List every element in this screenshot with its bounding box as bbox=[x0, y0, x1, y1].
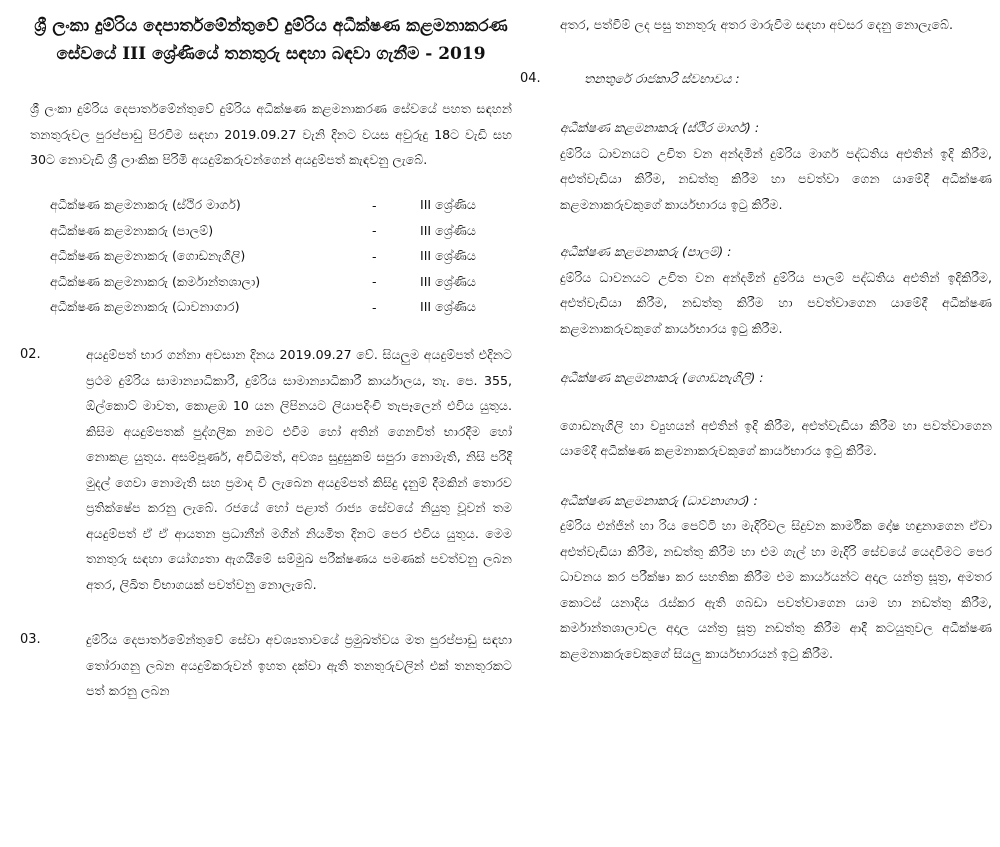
post-row bbox=[50, 193, 512, 219]
post-row bbox=[50, 218, 512, 244]
duty-bridges bbox=[560, 239, 992, 341]
post-dash: - bbox=[372, 197, 377, 213]
duty-buildings bbox=[560, 365, 992, 464]
post-name: අධීක්ෂණ කළමනාකරු (කර්මාන්තශාලා) bbox=[50, 273, 261, 289]
left-column bbox=[20, 0, 512, 704]
section-number: 04. bbox=[520, 70, 541, 86]
section-04-title: තනතුරේ රාජකාරි ස්වභාවය : bbox=[584, 70, 740, 86]
post-row bbox=[50, 244, 512, 270]
right-column bbox=[520, 0, 992, 666]
duty-text: දුම්රිය ධාවනයට උචිත වන අන්දමින් දුම්රිය මාර්ග පද්ධතිය අළුතින් ඉදි කිරීම, අළුත්වැඩියා කිරීම, නඩත්තු කිරීම හා පවත්වා ගෙන යාමේදී අධීක්ෂණ කළමනාකරුවකුගේ කාර්යභාරය ඉටු කිරීම. bbox=[560, 145, 992, 212]
post-grade: III ශ්‍රේණිය bbox=[420, 248, 476, 264]
section-03-continuation: අතර, පත්වීම් ලද පසු තනතුරු අතර මාරුවීම සඳහා අවසර දෙනු නොලැබේ. bbox=[560, 17, 953, 32]
post-grade: III ශ්‍රේණිය bbox=[420, 222, 476, 238]
section-02-text: අයදුම්පත් භාර ගන්නා අවසාන දිනය 2019.09.27 වේ. සියලුම අයදුම්පත් එදිනට ප්‍රථම දුම්රිය සාමාන්‍යාධිකාරී, දුම්රිය සාමාන්‍යාධිකාරී කාර්යාලය, තැ. පෙ. 355, ඕල්කොට් මාවත, කොළඹ 10 යන ලිපිනයට ලියාපදිංචි තැපෑලෙන් එවිය යුතුය. කිසිම අයදුම්පතක් පුද්ගලික නමට එවීම හෝ අතින් ගෙනවිත් භාරදීම හෝ නොකළ යුතුය. අසම්පූර්ණ, අවිධිමත්, අවශ්‍ය සුදුසුකම් සපුරා නොමැති, නිසි පරිදි මුදල් ගෙවා නොමැති සහ ප්‍රමාද වී ලැබෙන අයදුම්පත් කිසිදු දැනුම් දීමකින් තොරව ප්‍රතික්ෂේප කරනු ලැබේ. රජයේ හෝ පළාත් රාජ්‍ය සේවයේ නියුතු වූවන් තම අයදුම්පත් ඒ ඒ ආයතන ප්‍රධානීන් මගින් නියමිත දිනට පෙර එවිය යුතුය. මෙම තනතුරු සඳහා යෝග්‍යතා ඇගයීමේ සම්මුඛ පරීක්ෂණය පමණක් පවත්වනු ලබන අතර, ලිඛිත විභාගයක් පවත්වනු නොලැබේ. bbox=[86, 347, 512, 592]
duty-title: අධීක්ෂණ කළමනාකරු (ධාවනාගාර) : bbox=[560, 492, 758, 508]
section-02 bbox=[20, 342, 512, 597]
section-03-text: දුම්රිය දෙපාර්තමේන්තුවේ සේවා අවශ්‍යතාවයේ ප්‍රමුඛත්වය මත පුරප්පාඩු සඳහා තෝරාගනු ලබන අයදුම්කරුවන් ඉහත දක්වා ඇති තනතුරුවලින් එක් තනතුරකට පත් කරනු ලබන bbox=[86, 632, 512, 698]
post-name: අධීක්ෂණ කළමනාකරු (ගොඩනැගිලි) bbox=[50, 248, 246, 264]
post-grade: III ශ්‍රේණිය bbox=[420, 273, 476, 289]
post-name: අධීක්ෂණ කළමනාකරු (ස්ථිර මාර්ග) bbox=[50, 197, 241, 213]
duty-title: අධීක්ෂණ කළමනාකරු (ස්ථිර මාර්ග) : bbox=[560, 120, 760, 135]
duty-title: අධීක්ෂණ කළමනාකරු (පාලම්) : bbox=[560, 244, 732, 259]
posts-list bbox=[50, 193, 512, 321]
duty-title: අධීක්ෂණ කළමනාකරු (ගොඩනැගිලි) : bbox=[560, 370, 764, 385]
intro-paragraph: ශ්‍රී ලංකා දුම්රිය දෙපාර්තමේන්තුවේ දුම්රිය අධීක්ෂණ කළමනාකරණ සේවයේ පහත සඳහන් තනතුරුවල පුරප්පාඩු පිරවීම සඳහා 2019.09.27 වැනි දිනට වයස අවුරුදු 18ට වැඩි සහ 30ට නොවැඩි ශ්‍රී ලාංකික පිරිමි අයදුම්කරුවන්ගෙන් අයදුම්පත් කැඳවනු ලැබේ. bbox=[30, 101, 512, 167]
section-03 bbox=[20, 627, 512, 704]
duty-running-sheds bbox=[560, 488, 992, 667]
section-number: 03. bbox=[20, 632, 41, 647]
post-name: අධීක්ෂණ කළමනාකරු (පාලම්) bbox=[50, 222, 214, 238]
document-title: ශ්‍රී ලංකා දුම්රිය දෙපාර්තමේන්තුවේ දුම්රිය අධීක්ෂණ කළමනාකරණ සේවයේ III ශ්‍රේණියේ තනතුරු සඳහා බඳවා ගැනීම - 2019 bbox=[34, 16, 508, 64]
post-grade: III ශ්‍රේණිය bbox=[420, 299, 476, 315]
post-row bbox=[50, 295, 512, 321]
post-dash: - bbox=[372, 248, 377, 264]
post-dash: - bbox=[372, 223, 377, 239]
duty-text: ගොඩනැගිලි හා ව්‍යුහයන් අළුතින් ඉදි කිරීම, අළුත්වැඩියා කිරීම හා පවත්වාගෙන යාමේදී අධීක්ෂණ කළමනාකරුවකුගේ කාර්යභාරය ඉටු කිරීම. bbox=[560, 417, 992, 458]
post-dash: - bbox=[372, 299, 377, 315]
post-name: අධීක්ෂණ කළමනාකරු (ධාවනාගාර) bbox=[50, 299, 240, 315]
duty-permanent-way bbox=[560, 115, 992, 217]
duty-text: දුම්රිය එන්ජින් හා රිය පෙට්ටි හා මැදිරිවල සිදුවන කාර්මික දෝෂ හඳුනාගෙන ඒවා අළුත්වැඩියා කිරීම, නඩත්තු කිරීම හා එම ගැල් හා මැදිරි සේවයේ යෙදවීමට පෙර ධාවනය කර පරීක්ෂා කර සහතික කිරීම එම කාර්යයන්ට අදාල යන්ත්‍ර සූත්‍ර, අමතර කොටස් යනාදිය රැස්කර ඇති ගබඩා පවත්වාගෙන යාම හා නඩත්තු කිරීම, කර්මාන්තශාලාවල අදාල යන්ත්‍ර සූත්‍ර නඩත්තු කිරීම ආදී කටයුතුවල අධීක්ෂණ කළමනාකරුවෙකුගේ සියලු කාර්යභාරයන් ඉටු කිරීම. bbox=[560, 518, 992, 661]
post-row bbox=[50, 269, 512, 295]
post-grade: III ශ්‍රේණිය bbox=[420, 197, 476, 213]
duty-text: දුම්රිය ධාවනයට උචිත වන අන්දමින් දුම්රිය පාලම් පද්ධතිය අළුතින් ඉදිකිරීම, අළුත්වැඩියා කිරීම, නඩත්තු කිරීම හා පවත්වාගෙන යාමේදී අධීක්ෂණ කළමනාකරුවකුගේ කාර්යභාරය ඉටු කිරීම. bbox=[560, 269, 992, 336]
section-04 bbox=[520, 66, 992, 92]
section-number: 02. bbox=[20, 347, 41, 362]
post-dash: - bbox=[372, 274, 377, 290]
